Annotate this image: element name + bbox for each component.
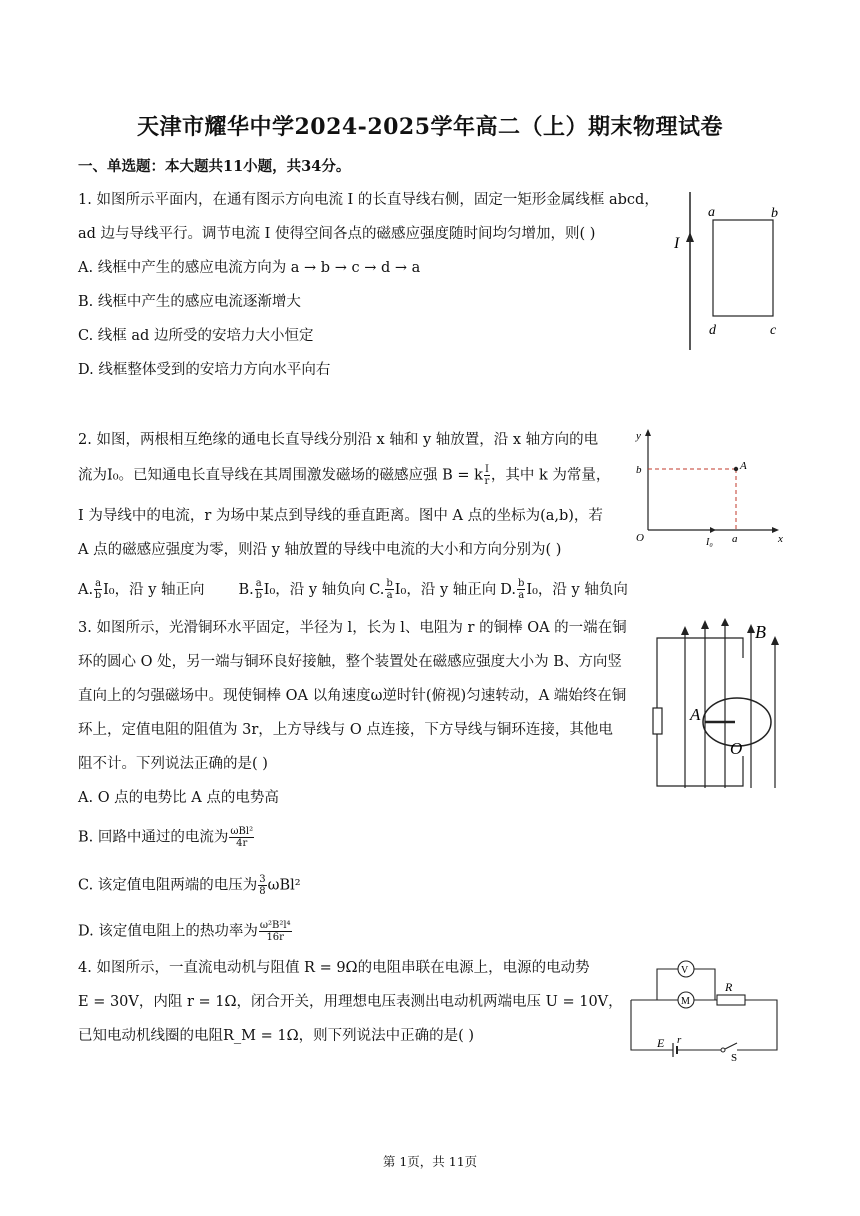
- q3-resistor: [653, 708, 662, 734]
- q3-line1: 3. 如图所示，光滑铜环水平固定，半径为 l，长为 l、电阻为 r 的铜棒 OA 的一端在铜: [78, 620, 627, 636]
- q1-label-d: d: [709, 323, 716, 338]
- q3-line4: 环上，定值电阻的阻值为 3r，上方导线与 O 点连接，下方导线与铜环连接，其他电: [78, 722, 613, 738]
- q2-option-b: B. $\frac{a}{b}$ I₀，沿 y 轴负向: [238, 578, 366, 601]
- q3-line2: 环的圆心 O 处，另一端与铜环良好接触，整个装置处在磁感应强度大小为 B、方向竖: [78, 654, 622, 670]
- q1-label-c: c: [770, 323, 777, 338]
- q4-label-M: M: [681, 996, 690, 1007]
- q2-line4: A 点的磁感应强度为零，则沿 y 轴放置的导线中电流的大小和方向分别为( ): [78, 542, 562, 558]
- q2-fraction-den: r: [484, 476, 490, 487]
- q3-option-c: C. 该定值电阻两端的电压为 $\frac{3}{8}$ ωBl²: [78, 874, 301, 897]
- q2-formula-fraction: [484, 464, 490, 487]
- page-title: 天津市耀华中学2024-2025学年高二（上）期末物理试卷: [136, 114, 724, 140]
- q1-current-arrow: [686, 232, 694, 242]
- q4-label-r: r: [677, 1034, 682, 1046]
- q1-label-b: b: [771, 206, 778, 221]
- q4-line1: 4. 如图所示，一直流电动机与阻值 R = 9Ω的电阻串联在电源上，电源的电动势: [78, 960, 590, 976]
- q2-option-d: D. $\frac{b}{a}$ I₀，沿 y 轴负向: [500, 578, 628, 601]
- q3-option-d: D. 该定值电阻上的热功率为 $\frac{\text{ω²B²l⁴}}{16r}$: [78, 920, 291, 943]
- q4-label-E: E: [657, 1036, 665, 1050]
- page-footer: 第 1页，共 11页: [382, 1154, 478, 1169]
- q2-line1: 2. 如图，两根相互绝缘的通电长直导线分别沿 x 轴和 y 轴放置，沿 x 轴方向的电: [78, 432, 599, 448]
- q4-figure: [625, 955, 785, 1065]
- q4-line2: E = 30V，内阻 r = 1Ω，闭合开关，用理想电压表测出电动机两端电压 U = 10V，: [78, 994, 623, 1010]
- q3-option-a: A. O 点的电势比 A 点的电势高: [78, 790, 279, 806]
- q1-option-b: B. 线框中产生的感应电流逐渐增大: [78, 294, 301, 310]
- q1-label-I: I: [674, 235, 680, 252]
- section-heading: 一、单选题：本大题共11小题，共34分。: [78, 158, 351, 175]
- q3-option-b: B. 回路中通过的电流为 $\frac{\text{ωBl²}}{4r}$: [78, 826, 254, 849]
- q4-label-S: S: [731, 1052, 738, 1064]
- q3-line3: 直向上的匀强磁场中。现使铜棒 OA 以角速度ω逆时针(俯视)匀速转动，A 端始终在铜: [78, 688, 627, 704]
- q4-label-R: R: [725, 980, 733, 994]
- q3-label-A: A: [690, 705, 701, 724]
- q4-line3: 已知电动机线圈的电阻R_M = 1Ω，则下列说法中正确的是( ): [78, 1028, 475, 1044]
- q1-loop: [713, 220, 773, 316]
- q2-line2: [78, 464, 610, 487]
- q2-label-b: b: [636, 464, 642, 476]
- q2-label-x: x: [778, 533, 783, 545]
- q4-switch: [725, 1043, 737, 1049]
- q1-label-a: a: [708, 205, 715, 220]
- q3-figure: [645, 618, 795, 798]
- q2-point-a: [734, 467, 738, 471]
- q1-line1: 1. 如图所示平面内，在通有图示方向电流 I 的长直导线右侧，固定一矩形金属线框 abcd，: [78, 192, 659, 208]
- q1-line2: ad 边与导线平行。调节电流 I 使得空间各点的磁感应强度随时间均匀增加，则( ): [78, 226, 596, 242]
- q1-figure: [665, 190, 795, 355]
- q1-option-d: D. 线框整体受到的安培力方向水平向右: [78, 362, 331, 378]
- q2-label-I0: I₀: [706, 537, 713, 548]
- q2-label-y: y: [636, 430, 641, 442]
- q3-line5: 阻不计。下列说法正确的是( ): [78, 756, 268, 772]
- q2-line2-text-b: ，其中 k 为常量，: [490, 467, 611, 484]
- q2-figure: [630, 425, 790, 550]
- q2-line2-text-a: 流为I₀。已知通电长直导线在其周围激发磁场的磁感应强 B = k: [78, 467, 483, 484]
- q4-resistor: [717, 995, 745, 1005]
- q1-option-c: C. 线框 ad 边所受的安培力大小恒定: [78, 328, 314, 344]
- q2-label-O: O: [636, 532, 644, 544]
- q2-label-a: a: [732, 533, 738, 545]
- q2-label-A: A: [740, 460, 747, 472]
- q2-options: [78, 578, 628, 601]
- q2-current-arrow: [710, 527, 716, 533]
- q4-label-V: V: [681, 965, 689, 976]
- q2-option-a: A. $\frac{a}{b}$ I₀，沿 y 轴正向: [78, 578, 205, 601]
- q1-option-a: A. 线框中产生的感应电流方向为 a → b → c → d → a: [78, 260, 421, 276]
- q3-label-B: B: [755, 622, 766, 642]
- q2-line3: I 为导线中的电流，r 为场中某点到导线的垂直距离。图中 A 点的坐标为(a,b)，若: [78, 508, 603, 524]
- q3-label-O: O: [730, 739, 743, 758]
- q2-option-c: C. $\frac{b}{a}$ I₀，沿 y 轴正向: [369, 578, 497, 601]
- q2-fraction-num: I: [484, 464, 489, 475]
